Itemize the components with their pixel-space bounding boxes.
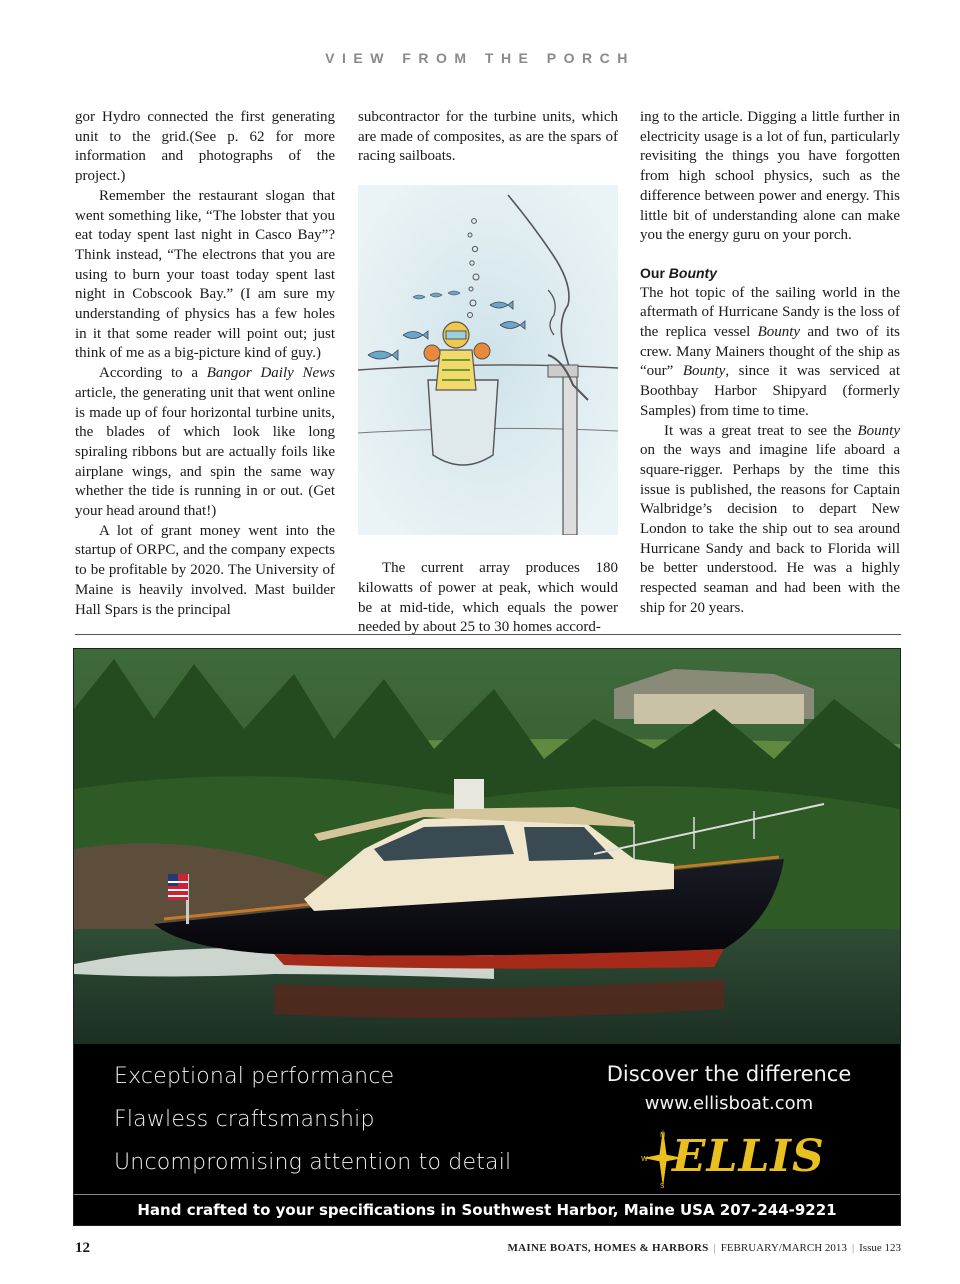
ad-slogan-line: Uncompromising attention to detail [114,1150,512,1175]
section-header: VIEW FROM THE PORCH [325,50,635,66]
boat-photo [74,649,900,1044]
ad-footer-contact: Hand crafted to your specifications in Southwest Harbor, Maine USA 207-244-9221 [74,1194,900,1225]
paragraph: gor Hydro connected the first generating unit to the grid.(See p. 62 for more information and photographs of the project.) [75,109,335,185]
ad-slogan-line: Exceptional performance [114,1064,395,1089]
magazine-footer: MAINE BOATS, HOMES & HARBORS | FEBRUARY/MARCH 2013 | Issue 123 [507,1242,901,1254]
paragraph: Remember the restaurant slogan that went something like, “The lobster that you eat today spent last night in Casco Bay”? Think instead, “The electrons that you are using to burn your toast today spent last night in Cobscook Bay.” (I am sure my understanding of physics has a few holes in it that some reader will point out; just think of me as a big-picture kind of guy.) [75,187,335,362]
ellis-boat-advertisement[interactable] [73,648,901,1226]
paragraph: The hot topic of the sailing world in the aftermath of Hurricane Sandy is the loss of the replica vessel Bounty and two of its crew. Many Mainers thought of the ship as “our” Bounty, since it was serviced at Boothbay Harbor Shipyard (formerly Samples) from time to time. [640,284,901,419]
ad-website-link[interactable]: www.ellisboat.com [644,1093,814,1114]
ellis-logo: ELLIS [672,1131,825,1182]
subheading: Our Bounty [640,264,717,281]
svg-text:S: S [660,1182,665,1189]
horizontal-rule [75,634,901,635]
paragraph: ing to the article. Digging a little further in electricity usage is a lot of fun, particularly revisiting the things you have forgotten from high school physics, such as the difference between power and energy. This little bit of understanding alone can make you the energy guru on your porch. [640,109,900,244]
page-number: 12 [75,1240,90,1256]
issue-date: FEBRUARY/MARCH 2013 [720,1242,847,1254]
svg-text:W: W [641,1155,648,1163]
article-column-1 [75,108,335,620]
publication-name: Bangor Daily News [206,365,335,382]
magazine-name: MAINE BOATS, HOMES & HARBORS [507,1242,709,1254]
issue-number: Issue 123 [859,1242,901,1254]
article-column-3 [640,108,900,619]
paragraph: A lot of grant money went into the startup of ORPC, and the company expects to be profitable by 2020. The University of Maine is heavily involved. Mast builder Hall Spars is the principal [75,522,335,618]
svg-text:N: N [660,1131,666,1139]
paragraph: It was a great treat to see the Bounty on the ways and imagine life aboard a square-rigger. Perhaps by the time this issue is published, the reasons for Captain Walbridge’s decision to depart New London to take the ship out to sea around Hurricane Sandy and back to Florida will be better understood. He was a highly respected seaman and had been with the ship for 20 years. [640,422,900,616]
paragraph: The current array produces 180 kilowatts of power at peak, which would be at mid-tide, which equals the power needed by about 25 to 30 homes accord- [358,560,618,636]
ad-tagline: Discover the difference [606,1062,852,1086]
diver-cartoon-illustration [358,185,618,535]
paragraph: subcontractor for the turbine units, which are made of composites, as are the spars of racing sailboats. [358,109,618,165]
ad-slogan-line: Flawless craftsmanship [114,1107,375,1132]
article-column-2 [358,108,618,638]
paragraph: According to a Bangor Daily News article, the generating unit that went online is made up of four horizontal turbine units, the blades of which look like long spiraling ribbons but are actually foils like airplane wings, and spin the same way whether the tide is running in or out. (Get your head around that!) [75,365,335,520]
